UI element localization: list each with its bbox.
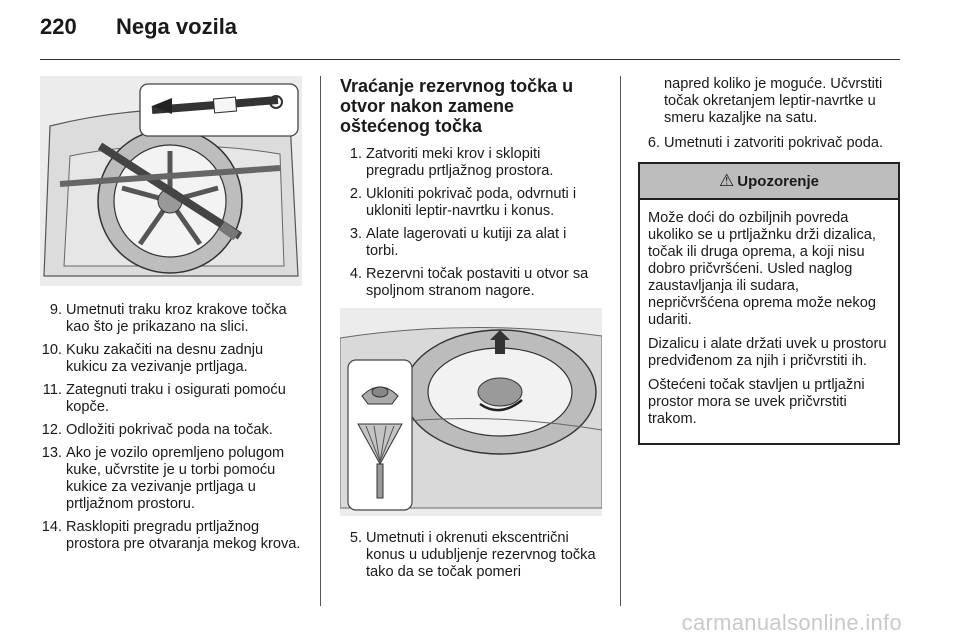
steps-list-3: [340, 530, 602, 581]
list-item: 1. Zatvoriti meki krov i sklopiti pregradu prtljažnog prostora.: [349, 146, 554, 179]
list-item: 10. Kuku zakačiti na desnu zadnju kukicu za vezivanje prtljaga.: [41, 342, 264, 375]
watermark: carmanualsonline.info: [681, 610, 902, 635]
figure-spare-wheel-cone: [340, 308, 602, 516]
page-number: 220: [40, 14, 77, 39]
list-item: 12. Odložiti pokrivač poda na točak.: [41, 422, 273, 438]
continued-text: napred koliko je moguće. Učvrstiti točak okretanjem leptir-navrtke u smeru kazaljke na satu.: [664, 76, 883, 126]
figure-strap-spare-wheel: [40, 76, 302, 286]
section-heading: Vraćanje rezervnog točka u otvor nakon zamene oštećenog točka: [340, 76, 574, 136]
column-3: [638, 76, 900, 445]
column-divider-2: [620, 76, 621, 606]
warning-triangle-icon: ⚠: [719, 171, 735, 190]
strap-illustration: [40, 76, 302, 286]
list-item: 14. Rasklopiti pregradu prtljažnog prostora pre otvaranja mekog krova.: [41, 519, 301, 552]
page-header: [40, 14, 900, 54]
warning-paragraph: Oštećeni točak stavljen u prtljažni prostor mora se uvek pričvrstiti trakom.: [648, 377, 865, 427]
column-2: [340, 76, 602, 587]
list-item: 13. Ako je vozilo opremljeno polugom kuke, učvrstite je u torbi pomoću kukice za vezivanje prtljaga u prtljažnom prostoru.: [41, 445, 285, 512]
warning-paragraph: Dizalicu i alate držati uvek u prostoru predviđenom za njih i pričvrstiti ih.: [648, 336, 887, 369]
steps-list-2: [340, 146, 602, 300]
warning-body: [640, 200, 898, 443]
header-divider: [40, 59, 900, 60]
cone-illustration: [340, 308, 602, 516]
chapter-title: Nega vozila: [116, 14, 238, 39]
list-item: 11. Zategnuti traku i osigurati pomoću kopče.: [42, 382, 286, 415]
steps-list-1: [40, 302, 302, 553]
list-item: 4. Rezervni točak postaviti u otvor sa spoljnom stranom nagore.: [349, 266, 589, 299]
list-item: 9. Umetnuti traku kroz krakove točka kao što je prikazano na slici.: [49, 302, 287, 335]
warning-title: Upozorenje: [737, 172, 819, 190]
list-item: 6. Umetnuti i zatvoriti pokrivač poda.: [647, 135, 883, 151]
list-item: 2. Ukloniti pokrivač poda, odvrnuti i ukloniti leptir-navrtku i konus.: [349, 186, 577, 219]
list-item: 3. Alate lagerovati u kutiji za alat i torbi.: [349, 226, 567, 259]
warning-box: [638, 162, 900, 445]
steps-list-4: [638, 135, 900, 152]
column-1: [40, 76, 302, 559]
column-divider-1: [320, 76, 321, 606]
warning-header: [640, 164, 898, 200]
list-item: 5. Umetnuti i okrenuti ekscentrični konus u udubljenje rezervnog točka tako da se točak pomeri: [349, 530, 596, 580]
warning-paragraph: Može doći do ozbiljnih povreda ukoliko se u prtljažnku drži dizalica, točak ili druga oprema, a koji nisu dobro pričvršćeni. Usled naglog zaustavljanja ili sudara, nepričvršćena oprema može nekog udariti.: [648, 210, 876, 328]
